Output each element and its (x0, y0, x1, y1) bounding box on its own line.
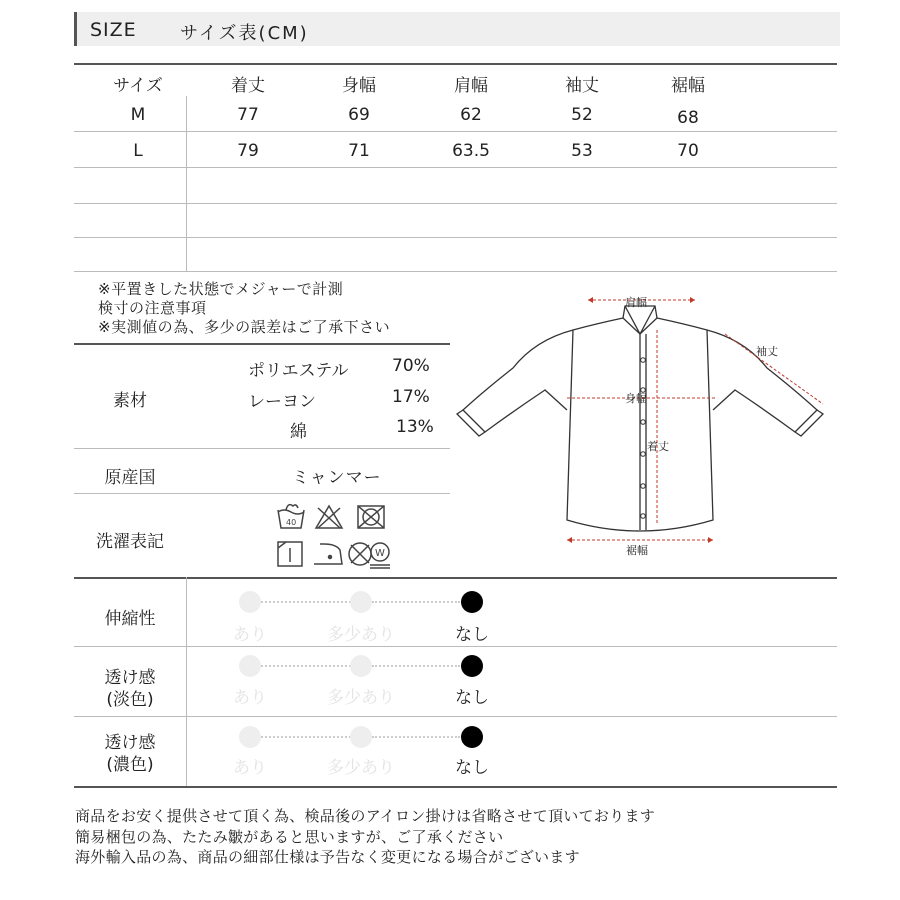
material-name: ポリエステル (248, 361, 349, 381)
scale-label-selected: なし (455, 625, 489, 645)
table-cell: 79 (237, 141, 259, 161)
scale-dot-selected (461, 591, 483, 613)
table-cell: 71 (348, 141, 370, 161)
diagram-label-length: 着丈 (647, 440, 669, 453)
note-line: ※実測値の為、多少の誤差はご了承下さい (98, 318, 391, 336)
scale-label-selected: なし (455, 688, 489, 708)
wet-clean-icon (370, 543, 390, 568)
th-size: サイズ (113, 76, 163, 96)
wash-icons (276, 502, 392, 572)
scale-label: あり (233, 758, 267, 778)
material-name: 綿 (290, 422, 307, 442)
footer-note: 商品をお安く提供させて頂く為、検品後のアイロン掛けは省略させて頂いております (75, 807, 656, 825)
origin-label: 原産国 (104, 468, 156, 488)
diagram-label-hem: 裾幅 (626, 544, 648, 557)
svg-text:W: W (375, 548, 385, 559)
diagram-label-shoulder: 肩幅 (625, 296, 647, 309)
material-pct: 13% (396, 417, 434, 437)
table-cell: 53 (571, 141, 593, 161)
material-name: レーヨン (248, 392, 316, 412)
scale-dot-selected (461, 726, 483, 748)
scale-dot-selected (461, 655, 483, 677)
svg-text:40: 40 (286, 518, 297, 527)
no-dry-clean-icon (349, 543, 371, 565)
table-cell: L (133, 141, 143, 161)
scale-dot (239, 655, 261, 677)
scale-label: 多少あり (327, 688, 395, 708)
footer-note: 簡易梱包の為、たたみ皺があると思いますが、ご了承ください (75, 828, 504, 846)
measure-lines (567, 300, 823, 540)
shirt-buttons (641, 358, 646, 519)
material-pct: 70% (392, 356, 430, 376)
property-label-sheer-light-sub: (淡色) (106, 690, 154, 710)
no-tumble-dry-icon (358, 506, 384, 528)
scale-dot (350, 726, 372, 748)
scale-label: 多少あり (327, 758, 395, 778)
note-line: 検寸の注意事項 (98, 299, 207, 317)
scale-label-selected: なし (455, 758, 489, 778)
scale-label: あり (233, 688, 267, 708)
th-sleeve: 袖丈 (565, 76, 599, 96)
wash-label: 洗濯表記 (96, 532, 164, 552)
property-label-stretch: 伸縮性 (104, 609, 156, 629)
iron-low-icon (314, 544, 342, 564)
scale-label: 多少あり (327, 625, 395, 645)
header-size-label: SIZE (90, 19, 137, 41)
table-cell: 68 (677, 108, 699, 128)
note-line: ※平置きした状態でメジャーで計測 (98, 280, 344, 298)
table-cell: 63.5 (452, 141, 490, 161)
diagram-label-chest: 身幅 (625, 392, 647, 405)
th-shoulder: 肩幅 (454, 76, 488, 96)
property-label-sheer-light: 透け感 (104, 668, 156, 688)
table-cell: 77 (237, 105, 259, 125)
th-length: 着丈 (231, 76, 265, 96)
scale-dot (239, 591, 261, 613)
table-cell: 69 (348, 105, 370, 125)
shirt-diagram (455, 290, 835, 560)
diagram-label-sleeve: 袖丈 (756, 345, 778, 358)
scale-label: あり (233, 625, 267, 645)
table-cell: 70 (677, 141, 699, 161)
material-label: 素材 (113, 391, 147, 411)
scale-dot (350, 591, 372, 613)
material-pct: 17% (392, 387, 430, 407)
no-bleach-icon (316, 506, 342, 528)
property-label-sheer-dark-sub: (濃色) (106, 755, 154, 775)
table-cell: 62 (460, 105, 482, 125)
scale-dot (239, 726, 261, 748)
scale-dot (350, 655, 372, 677)
th-hem: 裾幅 (671, 76, 705, 96)
header-title: サイズ表(CM) (180, 23, 309, 44)
hand-wash-40-icon (278, 505, 304, 528)
th-chest: 身幅 (342, 76, 376, 96)
shirt-outline (457, 306, 823, 531)
footer-note: 海外輸入品の為、商品の細部仕様は予告なく変更になる場合がございます (75, 848, 580, 866)
table-cell: 52 (571, 105, 593, 125)
origin-value: ミャンマー (292, 468, 382, 488)
table-cell: M (130, 105, 146, 125)
property-label-sheer-dark: 透け感 (104, 733, 156, 753)
line-dry-shade-icon (278, 542, 302, 566)
